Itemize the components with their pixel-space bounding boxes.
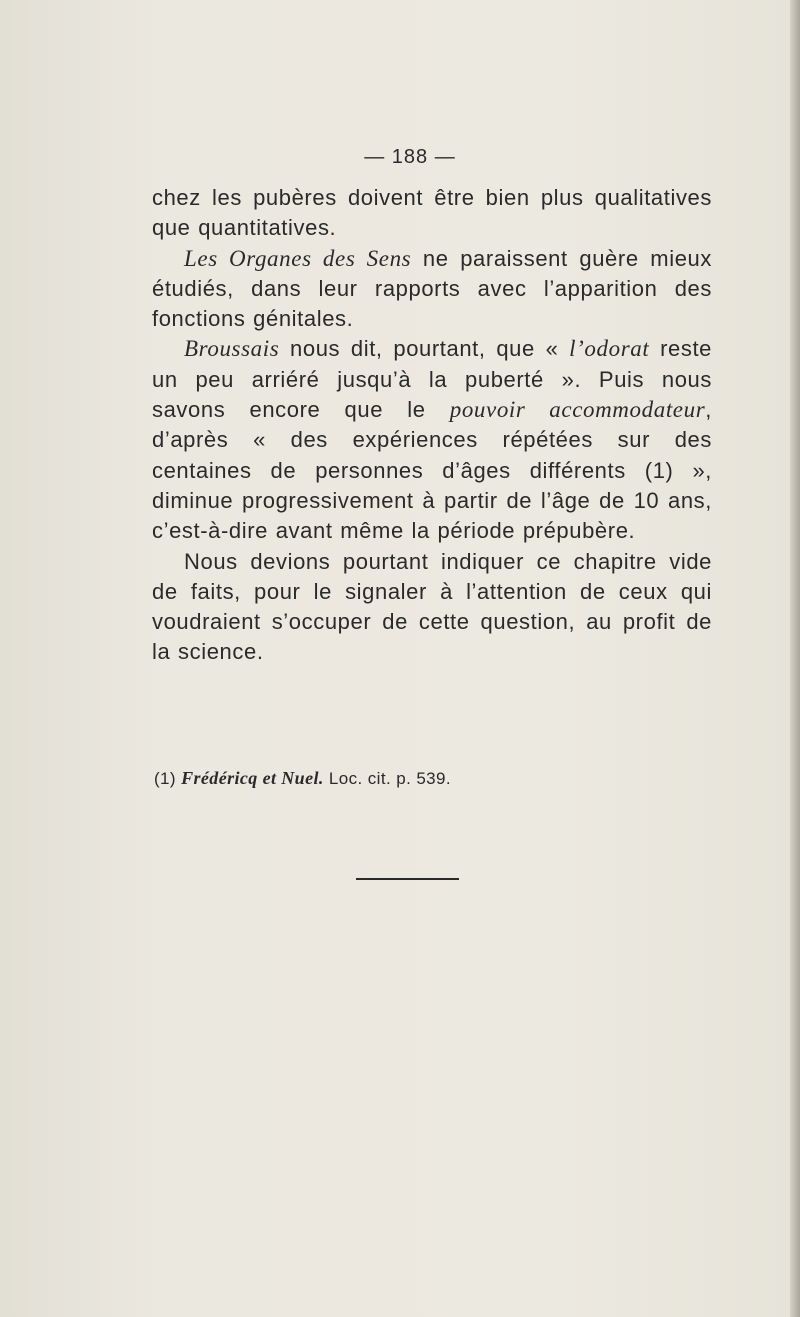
paragraph-3 [152,334,712,546]
paragraph-3-text-c: , d’après « des expériences répétées sur des centaines de personnes d’âges différents (1) », diminue progressivement à partir de l’âge de 10 ans, c’est-à-dire avant même la période prépubère. [152,397,712,544]
paragraph-2 [152,244,712,335]
paragraph-1 [152,183,712,244]
paragraph-2-text: ne paraissent guère mieux étudiés, dans leur rapports avec l’apparition des fonctions génitales. [152,245,712,332]
end-rule [356,878,459,880]
paragraph-2-italic-title: Les Organes des Sens [184,245,412,271]
paragraph-3-italic-author: Broussais [184,336,280,362]
paragraph-3-italic-term-2: pouvoir accommodateur [449,397,706,423]
paragraph-3-text-b: reste un peu arriéré jusqu’à la puberté ». Puis nous savons encore que le [152,336,712,423]
page-number: — 188 — [364,146,456,168]
page-edge-shadow [790,0,800,1317]
footnote-marker: (1) [154,769,176,788]
footnote-reference: Loc. cit. p. 539. [328,769,452,788]
body-text [152,183,712,668]
footnote [154,768,451,789]
paragraph-3-text-a: nous dit, pourtant, que « [279,336,570,362]
paragraph-1-text: chez les pubères doivent être bien plus qualitatives que quantitatives. [152,185,712,241]
paragraph-4-text: Nous devions pourtant indiquer ce chapitre vide de faits, pour le signaler à l’attention de ceux qui voudraient s’occuper de cette question, au profit de la science. [152,548,712,665]
footnote-authors: Frédéricq et Nuel. [181,768,324,788]
paragraph-3-italic-term: l’odorat [569,336,650,362]
paragraph-4 [152,547,712,668]
